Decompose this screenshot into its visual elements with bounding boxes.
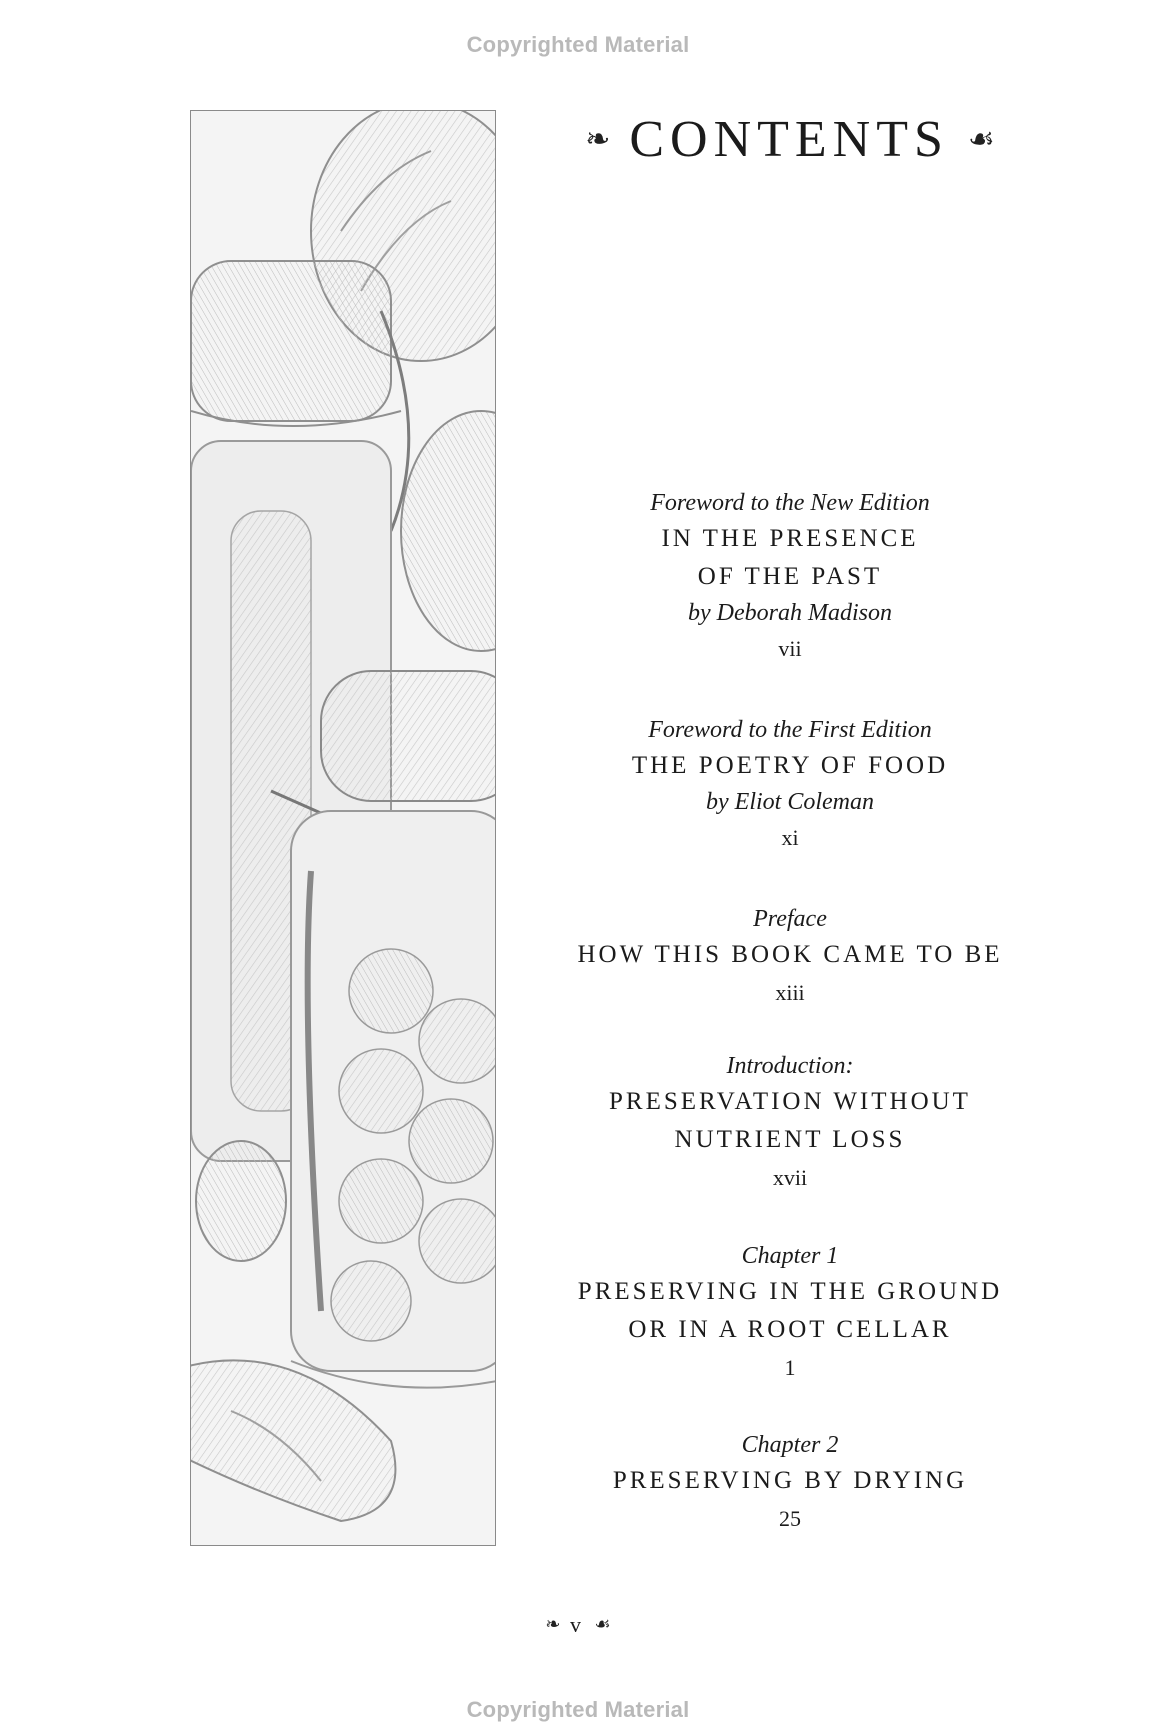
toc-entry-foreword-first-edition[interactable] xyxy=(550,713,1030,857)
jar-vegetables-illustration xyxy=(190,110,496,1546)
entry-page-number: 1 xyxy=(784,1355,796,1380)
toc-entry-chapter-2[interactable] xyxy=(550,1428,1030,1538)
entry-page-number: xvii xyxy=(772,1165,808,1190)
entry-label: Preface xyxy=(753,906,827,932)
toc-entry-foreword-new-edition[interactable] xyxy=(550,486,1030,668)
toc-entry-chapter-1[interactable] xyxy=(550,1239,1030,1387)
entry-title-line: PRESERVATION WITHOUT xyxy=(609,1088,971,1115)
toc-entry-preface[interactable] xyxy=(550,902,1030,1012)
entry-label: Chapter 1 xyxy=(741,1243,839,1269)
entry-title-line: PRESERVING IN THE GROUND xyxy=(577,1278,1003,1305)
entry-label: Introduction: xyxy=(726,1053,854,1079)
left-leaf-ornament-icon: ❧ xyxy=(585,123,611,157)
copyright-watermark-top: Copyrighted Material xyxy=(466,32,690,57)
right-leaf-ornament-icon: ☙ xyxy=(967,123,995,157)
entry-label: Foreword to the New Edition xyxy=(650,490,930,516)
entry-label: Chapter 2 xyxy=(741,1432,839,1458)
entry-title-line: HOW THIS BOOK CAME TO BE xyxy=(577,941,1003,968)
entry-page-number: 25 xyxy=(779,1506,801,1531)
copyright-watermark-bottom: Copyrighted Material xyxy=(466,1697,690,1722)
toc-entry-introduction[interactable] xyxy=(550,1049,1030,1197)
page-folio xyxy=(0,1612,1156,1638)
entry-byline: by Eliot Coleman xyxy=(706,789,874,815)
table-of-contents xyxy=(550,0,1030,1560)
illustration-drawing xyxy=(191,111,496,1546)
entry-title-line: IN THE PRESENCE xyxy=(661,525,919,552)
contents-heading xyxy=(550,110,1030,174)
folio-page-number: v xyxy=(569,1612,585,1637)
entry-page-number: xiii xyxy=(775,980,805,1005)
entry-title-line: NUTRIENT LOSS xyxy=(674,1126,906,1153)
entry-title-line: THE POETRY OF FOOD xyxy=(631,752,949,779)
folio-right-ornament-icon: ☙ xyxy=(594,1614,611,1635)
entry-title-line: OR IN A ROOT CELLAR xyxy=(628,1316,952,1343)
entry-title-line: OF THE PAST xyxy=(697,563,883,590)
entry-title-line: PRESERVING BY DRYING xyxy=(612,1467,968,1494)
entry-page-number: vii xyxy=(778,636,802,661)
entry-byline: by Deborah Madison xyxy=(688,600,892,626)
entry-page-number: xi xyxy=(781,825,799,850)
entry-label: Foreword to the First Edition xyxy=(648,717,932,743)
page-title: CONTENTS xyxy=(629,111,949,168)
folio-left-ornament-icon: ❧ xyxy=(545,1614,561,1635)
